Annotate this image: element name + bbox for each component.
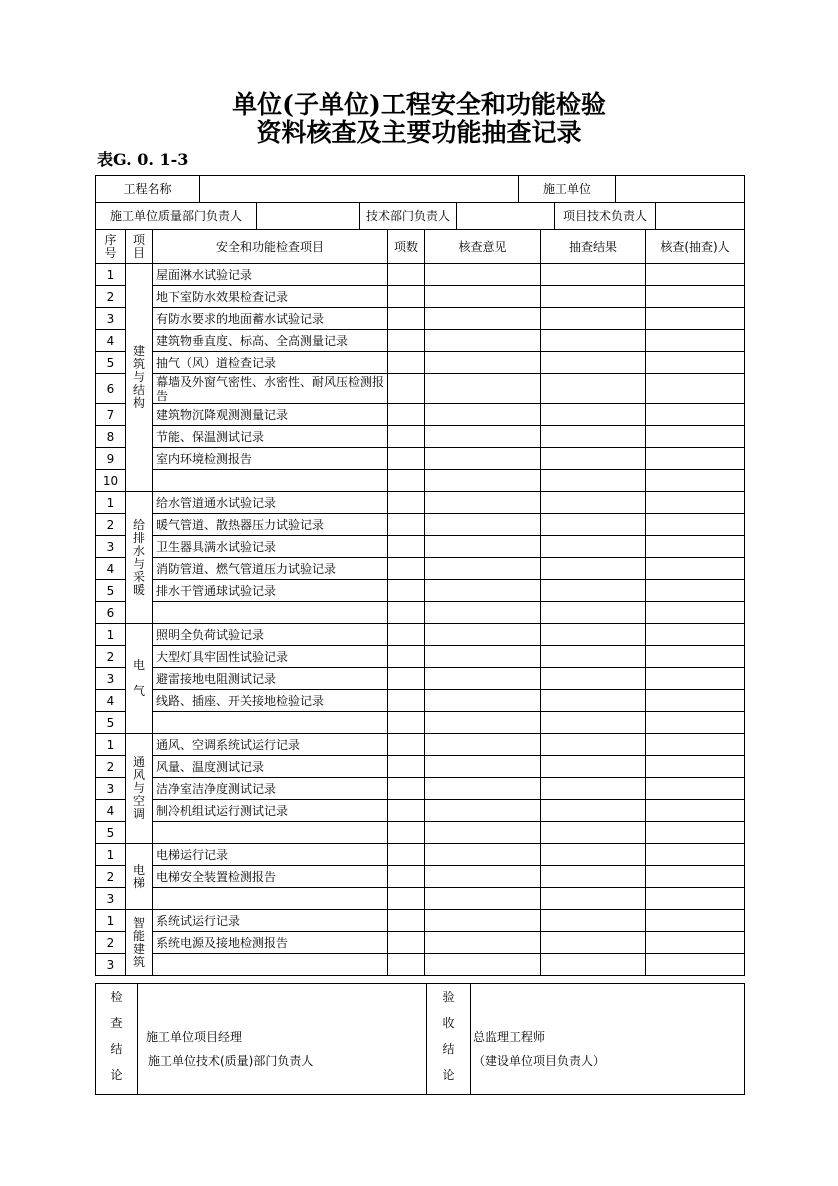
- count-cell[interactable]: [388, 646, 425, 668]
- inspector-cell[interactable]: [646, 624, 745, 646]
- page-title-line-2: 资料核查及主要功能抽查记录: [256, 118, 582, 147]
- inspector-cell[interactable]: [646, 602, 745, 624]
- inspection-table: [95, 229, 745, 976]
- opinion-cell[interactable]: [425, 536, 541, 558]
- inspector-cell[interactable]: [646, 470, 745, 492]
- table-row: [96, 756, 745, 778]
- check-item: 消防管道、燃气管道压力试验记录: [153, 558, 388, 580]
- project-name-field[interactable]: [200, 176, 519, 203]
- category-label: 电 气: [126, 624, 153, 734]
- table-number: 表G. 0. 1-3: [97, 150, 189, 169]
- tech-dept-head-label: 施工单位技术(质量)部门负责人: [148, 1054, 314, 1068]
- opinion-cell[interactable]: [425, 932, 541, 954]
- result-cell[interactable]: [541, 286, 646, 308]
- check-conclusion-signature[interactable]: [138, 984, 427, 1095]
- row-number: 4: [96, 330, 126, 352]
- opinion-cell[interactable]: [425, 954, 541, 976]
- result-cell[interactable]: [541, 734, 646, 756]
- table-row: [96, 866, 745, 888]
- count-cell[interactable]: [388, 330, 425, 352]
- check-item: 系统试运行记录: [153, 910, 388, 932]
- table-row: [96, 352, 745, 374]
- row-number: 9: [96, 448, 126, 470]
- result-cell[interactable]: [541, 646, 646, 668]
- opinion-cell[interactable]: [425, 690, 541, 712]
- opinion-cell[interactable]: [425, 426, 541, 448]
- result-cell[interactable]: [541, 668, 646, 690]
- inspector-cell[interactable]: [646, 514, 745, 536]
- check-item: 有防水要求的地面蓄水试验记录: [153, 308, 388, 330]
- table-row: [96, 646, 745, 668]
- construction-unit-field[interactable]: [616, 176, 745, 203]
- opinion-cell[interactable]: [425, 756, 541, 778]
- table-row: [96, 712, 745, 734]
- row-number: 3: [96, 536, 126, 558]
- inspector-cell[interactable]: [646, 580, 745, 602]
- opinion-cell[interactable]: [425, 286, 541, 308]
- result-cell[interactable]: [541, 822, 646, 844]
- result-cell[interactable]: [541, 866, 646, 888]
- table-row: [96, 800, 745, 822]
- quality-head-label: 施工单位质量部门负责人: [96, 203, 257, 230]
- check-item: [153, 470, 388, 492]
- result-cell[interactable]: [541, 624, 646, 646]
- row-number: 1: [96, 492, 126, 514]
- inspector-cell[interactable]: [646, 844, 745, 866]
- acceptance-conclusion-label: 验 收 结 论: [427, 984, 471, 1095]
- result-cell[interactable]: [541, 844, 646, 866]
- inspector-cell[interactable]: [646, 558, 745, 580]
- inspector-cell[interactable]: [646, 734, 745, 756]
- count-cell[interactable]: [388, 778, 425, 800]
- count-cell[interactable]: [388, 712, 425, 734]
- count-cell[interactable]: [388, 756, 425, 778]
- inspector-cell[interactable]: [646, 404, 745, 426]
- result-cell[interactable]: [541, 514, 646, 536]
- row-number: 5: [96, 580, 126, 602]
- chief-supervisor-label: 总监理工程师: [473, 1030, 546, 1044]
- row-number: 2: [96, 756, 126, 778]
- check-item: 抽气（风）道检查记录: [153, 352, 388, 374]
- inspector-cell[interactable]: [646, 668, 745, 690]
- row-number: 5: [96, 712, 126, 734]
- row-number: 1: [96, 844, 126, 866]
- inspector-cell[interactable]: [646, 646, 745, 668]
- check-item: 暖气管道、散热器压力试验记录: [153, 514, 388, 536]
- count-cell[interactable]: [388, 602, 425, 624]
- count-cell[interactable]: [388, 668, 425, 690]
- check-item: [153, 954, 388, 976]
- count-cell[interactable]: [388, 536, 425, 558]
- inspector-cell[interactable]: [646, 264, 745, 286]
- table-row: [96, 932, 745, 954]
- result-cell[interactable]: [541, 690, 646, 712]
- count-cell[interactable]: [388, 492, 425, 514]
- check-item: 幕墙及外窗气密性、水密性、耐风压检测报告: [153, 374, 388, 404]
- check-item: 照明全负荷试验记录: [153, 624, 388, 646]
- col-header-result: 抽查结果: [541, 230, 646, 264]
- count-cell[interactable]: [388, 426, 425, 448]
- count-cell[interactable]: [388, 308, 425, 330]
- count-cell[interactable]: [388, 844, 425, 866]
- inspector-cell[interactable]: [646, 352, 745, 374]
- category-label: 智 能 建 筑: [126, 910, 153, 976]
- opinion-cell[interactable]: [425, 374, 541, 404]
- inspector-cell[interactable]: [646, 954, 745, 976]
- table-row: [96, 602, 745, 624]
- table-row: [96, 734, 745, 756]
- table-row: [96, 264, 745, 286]
- count-cell[interactable]: [388, 734, 425, 756]
- check-item: 避雷接地电阻测试记录: [153, 668, 388, 690]
- row-number: 10: [96, 470, 126, 492]
- tech-head-field[interactable]: [457, 203, 555, 230]
- table-row: [96, 426, 745, 448]
- inspector-cell[interactable]: [646, 374, 745, 404]
- category-label: 给 排 水 与 采 暖: [126, 492, 153, 624]
- row-number: 2: [96, 932, 126, 954]
- opinion-cell[interactable]: [425, 712, 541, 734]
- opinion-cell[interactable]: [425, 470, 541, 492]
- col-header-inspector: 核查(抽查)人: [646, 230, 745, 264]
- count-cell[interactable]: [388, 404, 425, 426]
- inspector-cell[interactable]: [646, 330, 745, 352]
- project-name-label: 工程名称: [96, 176, 200, 203]
- opinion-cell[interactable]: [425, 352, 541, 374]
- opinion-cell[interactable]: [425, 822, 541, 844]
- row-number: 3: [96, 888, 126, 910]
- row-number: 1: [96, 264, 126, 286]
- table-row: [96, 668, 745, 690]
- check-item: 通风、空调系统试运行记录: [153, 734, 388, 756]
- result-cell[interactable]: [541, 536, 646, 558]
- check-item: 地下室防水效果检查记录: [153, 286, 388, 308]
- count-cell[interactable]: [388, 470, 425, 492]
- inspector-cell[interactable]: [646, 756, 745, 778]
- row-number: 6: [96, 374, 126, 404]
- opinion-cell[interactable]: [425, 668, 541, 690]
- table-row: [96, 514, 745, 536]
- table-row: [96, 888, 745, 910]
- header-table: [95, 175, 745, 230]
- count-cell[interactable]: [388, 690, 425, 712]
- check-item: 建筑物沉降观测测量记录: [153, 404, 388, 426]
- inspector-cell[interactable]: [646, 932, 745, 954]
- count-cell[interactable]: [388, 800, 425, 822]
- opinion-cell[interactable]: [425, 910, 541, 932]
- table-row: [96, 330, 745, 352]
- row-number: 6: [96, 602, 126, 624]
- check-item: 排水干管通球试验记录: [153, 580, 388, 602]
- row-number: 5: [96, 352, 126, 374]
- table-row: [96, 954, 745, 976]
- result-cell[interactable]: [541, 910, 646, 932]
- inspector-cell[interactable]: [646, 800, 745, 822]
- row-number: 8: [96, 426, 126, 448]
- row-number: 1: [96, 910, 126, 932]
- table-row: [96, 404, 745, 426]
- count-cell[interactable]: [388, 514, 425, 536]
- inspector-cell[interactable]: [646, 690, 745, 712]
- result-cell[interactable]: [541, 352, 646, 374]
- inspector-cell[interactable]: [646, 492, 745, 514]
- opinion-cell[interactable]: [425, 580, 541, 602]
- row-number: 2: [96, 866, 126, 888]
- row-number: 4: [96, 690, 126, 712]
- result-cell[interactable]: [541, 756, 646, 778]
- row-number: 2: [96, 286, 126, 308]
- row-number: 4: [96, 558, 126, 580]
- opinion-cell[interactable]: [425, 624, 541, 646]
- owner-representative-label: （建设单位项目负责人）: [473, 1054, 606, 1068]
- count-cell[interactable]: [388, 888, 425, 910]
- category-label: 电 梯: [126, 844, 153, 910]
- inspector-cell[interactable]: [646, 286, 745, 308]
- check-item: 风量、温度测试记录: [153, 756, 388, 778]
- check-item: 制冷机组试运行测试记录: [153, 800, 388, 822]
- col-header-opinion: 核查意见: [425, 230, 541, 264]
- row-number: 2: [96, 514, 126, 536]
- inspector-cell[interactable]: [646, 778, 745, 800]
- inspector-cell[interactable]: [646, 448, 745, 470]
- check-item: 电梯安全装置检测报告: [153, 866, 388, 888]
- col-header-count: 项数: [388, 230, 425, 264]
- result-cell[interactable]: [541, 448, 646, 470]
- table-row: [96, 448, 745, 470]
- row-number: 2: [96, 646, 126, 668]
- project-tech-head-label: 项目技术负责人: [555, 203, 656, 230]
- inspector-cell[interactable]: [646, 910, 745, 932]
- count-cell[interactable]: [388, 286, 425, 308]
- result-cell[interactable]: [541, 492, 646, 514]
- opinion-cell[interactable]: [425, 404, 541, 426]
- opinion-cell[interactable]: [425, 492, 541, 514]
- result-cell[interactable]: [541, 778, 646, 800]
- row-number: 3: [96, 778, 126, 800]
- check-item: [153, 602, 388, 624]
- inspector-cell[interactable]: [646, 426, 745, 448]
- inspector-cell[interactable]: [646, 712, 745, 734]
- count-cell[interactable]: [388, 866, 425, 888]
- tech-head-label: 技术部门负责人: [360, 203, 457, 230]
- table-row: [96, 690, 745, 712]
- conclusion-table: [95, 983, 745, 1095]
- opinion-cell[interactable]: [425, 866, 541, 888]
- check-item: 大型灯具牢固性试验记录: [153, 646, 388, 668]
- inspector-cell[interactable]: [646, 866, 745, 888]
- category-label: 通 风 与 空 调: [126, 734, 153, 844]
- opinion-cell[interactable]: [425, 778, 541, 800]
- check-item: 电梯运行记录: [153, 844, 388, 866]
- acceptance-conclusion-signature[interactable]: [471, 984, 745, 1095]
- check-item: 线路、插座、开关接地检验记录: [153, 690, 388, 712]
- row-number: 3: [96, 954, 126, 976]
- result-cell[interactable]: [541, 800, 646, 822]
- check-item: 建筑物垂直度、标高、全高测量记录: [153, 330, 388, 352]
- result-cell[interactable]: [541, 558, 646, 580]
- table-row: [96, 910, 745, 932]
- opinion-cell[interactable]: [425, 448, 541, 470]
- result-cell[interactable]: [541, 374, 646, 404]
- opinion-cell[interactable]: [425, 888, 541, 910]
- check-item: 屋面淋水试验记录: [153, 264, 388, 286]
- result-cell[interactable]: [541, 712, 646, 734]
- quality-head-field[interactable]: [257, 203, 360, 230]
- row-number: 7: [96, 404, 126, 426]
- table-row: [96, 374, 745, 404]
- result-cell[interactable]: [541, 954, 646, 976]
- count-cell[interactable]: [388, 580, 425, 602]
- opinion-cell[interactable]: [425, 558, 541, 580]
- opinion-cell[interactable]: [425, 602, 541, 624]
- check-item: 室内环境检测报告: [153, 448, 388, 470]
- row-number: 5: [96, 822, 126, 844]
- check-item: 节能、保温测试记录: [153, 426, 388, 448]
- opinion-cell[interactable]: [425, 264, 541, 286]
- result-cell[interactable]: [541, 888, 646, 910]
- table-row: [96, 470, 745, 492]
- count-cell[interactable]: [388, 954, 425, 976]
- table-row: [96, 844, 745, 866]
- table-row: [96, 492, 745, 514]
- result-cell[interactable]: [541, 932, 646, 954]
- check-item: 洁净室洁净度测试记录: [153, 778, 388, 800]
- table-row: [96, 308, 745, 330]
- check-item: [153, 712, 388, 734]
- inspector-cell[interactable]: [646, 888, 745, 910]
- count-cell[interactable]: [388, 910, 425, 932]
- result-cell[interactable]: [541, 426, 646, 448]
- count-cell[interactable]: [388, 558, 425, 580]
- construction-unit-label: 施工单位: [519, 176, 616, 203]
- opinion-cell[interactable]: [425, 308, 541, 330]
- inspector-cell[interactable]: [646, 308, 745, 330]
- check-item: 给水管道通水试验记录: [153, 492, 388, 514]
- table-row: [96, 558, 745, 580]
- col-header-seq: 序 号: [96, 230, 126, 264]
- table-row: [96, 624, 745, 646]
- check-item: 卫生器具满水试验记录: [153, 536, 388, 558]
- check-item: [153, 888, 388, 910]
- category-label: 建 筑 与 结 构: [126, 264, 153, 492]
- result-cell[interactable]: [541, 404, 646, 426]
- table-row: [96, 778, 745, 800]
- count-cell[interactable]: [388, 352, 425, 374]
- result-cell[interactable]: [541, 308, 646, 330]
- check-conclusion-label: 检 查 结 论: [96, 984, 138, 1095]
- col-header-category: 项 目: [126, 230, 153, 264]
- opinion-cell[interactable]: [425, 734, 541, 756]
- page-title-line-1: 单位(子单位)工程安全和功能检验: [232, 90, 606, 119]
- result-cell[interactable]: [541, 264, 646, 286]
- row-number: 1: [96, 734, 126, 756]
- row-number: 4: [96, 800, 126, 822]
- check-item: 系统电源及接地检测报告: [153, 932, 388, 954]
- opinion-cell[interactable]: [425, 844, 541, 866]
- opinion-cell[interactable]: [425, 800, 541, 822]
- count-cell[interactable]: [388, 932, 425, 954]
- row-number: 3: [96, 668, 126, 690]
- result-cell[interactable]: [541, 330, 646, 352]
- table-row: [96, 822, 745, 844]
- col-header-item: 安全和功能检查项目: [153, 230, 388, 264]
- inspector-cell[interactable]: [646, 536, 745, 558]
- table-row: [96, 536, 745, 558]
- count-cell[interactable]: [388, 264, 425, 286]
- inspector-cell[interactable]: [646, 822, 745, 844]
- opinion-cell[interactable]: [425, 330, 541, 352]
- result-cell[interactable]: [541, 470, 646, 492]
- row-number: 1: [96, 624, 126, 646]
- opinion-cell[interactable]: [425, 514, 541, 536]
- result-cell[interactable]: [541, 602, 646, 624]
- count-cell[interactable]: [388, 374, 425, 404]
- table-row: [96, 580, 745, 602]
- opinion-cell[interactable]: [425, 646, 541, 668]
- count-cell[interactable]: [388, 822, 425, 844]
- row-number: 3: [96, 308, 126, 330]
- result-cell[interactable]: [541, 580, 646, 602]
- project-tech-head-field[interactable]: [656, 203, 745, 230]
- table-row: [96, 286, 745, 308]
- count-cell[interactable]: [388, 448, 425, 470]
- project-manager-label: 施工单位项目经理: [146, 1030, 243, 1044]
- count-cell[interactable]: [388, 624, 425, 646]
- check-item: [153, 822, 388, 844]
